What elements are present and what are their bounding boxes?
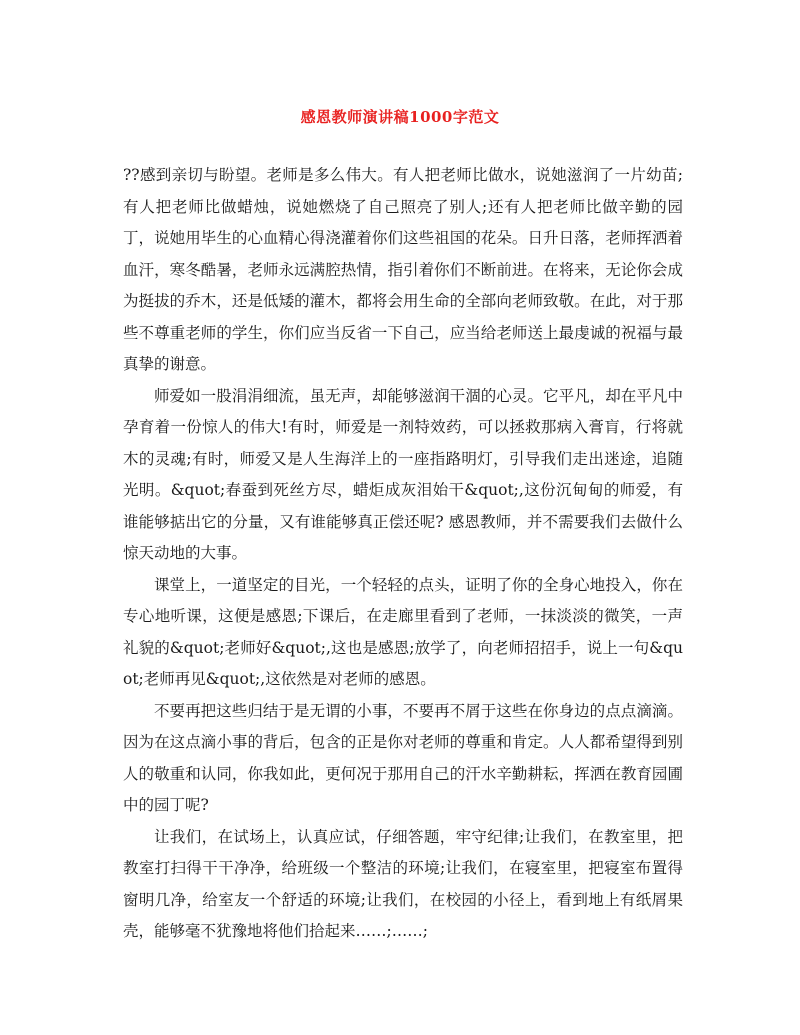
- paragraph-2: 师爱如一股涓涓细流，虽无声，却能够滋润干涸的心灵。它平凡，却在平凡中孕育着一份惊人的伟大!有时，师爱是一剂特效药，可以拯救那病入膏肓，行将就木的灵魂;有时，师爱又是人生海洋上的一座指路明灯，引导我们走出迷途，追随光明。&quot;春蚕到死丝方尽，蜡炬成灰泪始干&quot;,这份沉甸甸的师爱，有谁能够掂出它的分量，又有谁能够真正偿还呢? 感恩教师，并不需要我们去做什么惊天动地的大事。: [123, 386, 683, 562]
- paragraph-5: 让我们，在试场上，认真应试，仔细答题，牢守纪律;让我们，在教室里，把教室打扫得干干净净，给班级一个整洁的环境;让我们，在寝室里，把寝室布置得窗明几净，给室友一个舒适的环境;让我们，在校园的小径上，看到地上有纸屑果壳，能够毫不犹豫地将他们拾起来……;……;: [123, 827, 683, 940]
- paragraph-1: ??感到亲切与盼望。老师是多么伟大。有人把老师比做水，说她滋润了一片幼苗;有人把老师比做蜡烛，说她燃烧了自己照亮了别人;还有人把老师比做辛勤的园丁，说她用毕生的心血精心得浇灌着你们这些祖国的花朵。日升日落，老师挥洒着血汗，寒冬酷暑，老师永远满腔热情，指引着你们不断前进。在将来，无论你会成为挺拔的乔木，还是低矮的灌木，都将会用生命的全部向老师致敬。在此，对于那些不尊重老师的学生，你们应当反省一下自己，应当给老师送上最虔诚的祝福与最真挚的谢意。: [123, 166, 683, 373]
- paragraph-3: 课堂上，一道坚定的目光，一个轻轻的点头，证明了你的全身心地投入，你在专心地听课，这便是感恩;下课后，在走廊里看到了老师，一抹淡淡的微笑，一声礼貌的&quot;老师好&quot;,这也是感恩;放学了，向老师招招手，说上一句&quot;老师再见&quot;,这依然是对老师的感恩。: [123, 575, 683, 688]
- paragraph-4: 不要再把这些归结于是无谓的小事，不要再不屑于这些在你身边的点点滴滴。因为在这点滴小事的背后，包含的正是你对老师的尊重和肯定。人人都希望得到别人的敬重和认同，你我如此，更何况于那用自己的汗水辛勤耕耘，挥洒在教育园圃中的园丁呢?: [123, 701, 683, 814]
- document-body: [123, 160, 683, 948]
- document-title: 感恩教师演讲稿1000字范文: [300, 108, 500, 126]
